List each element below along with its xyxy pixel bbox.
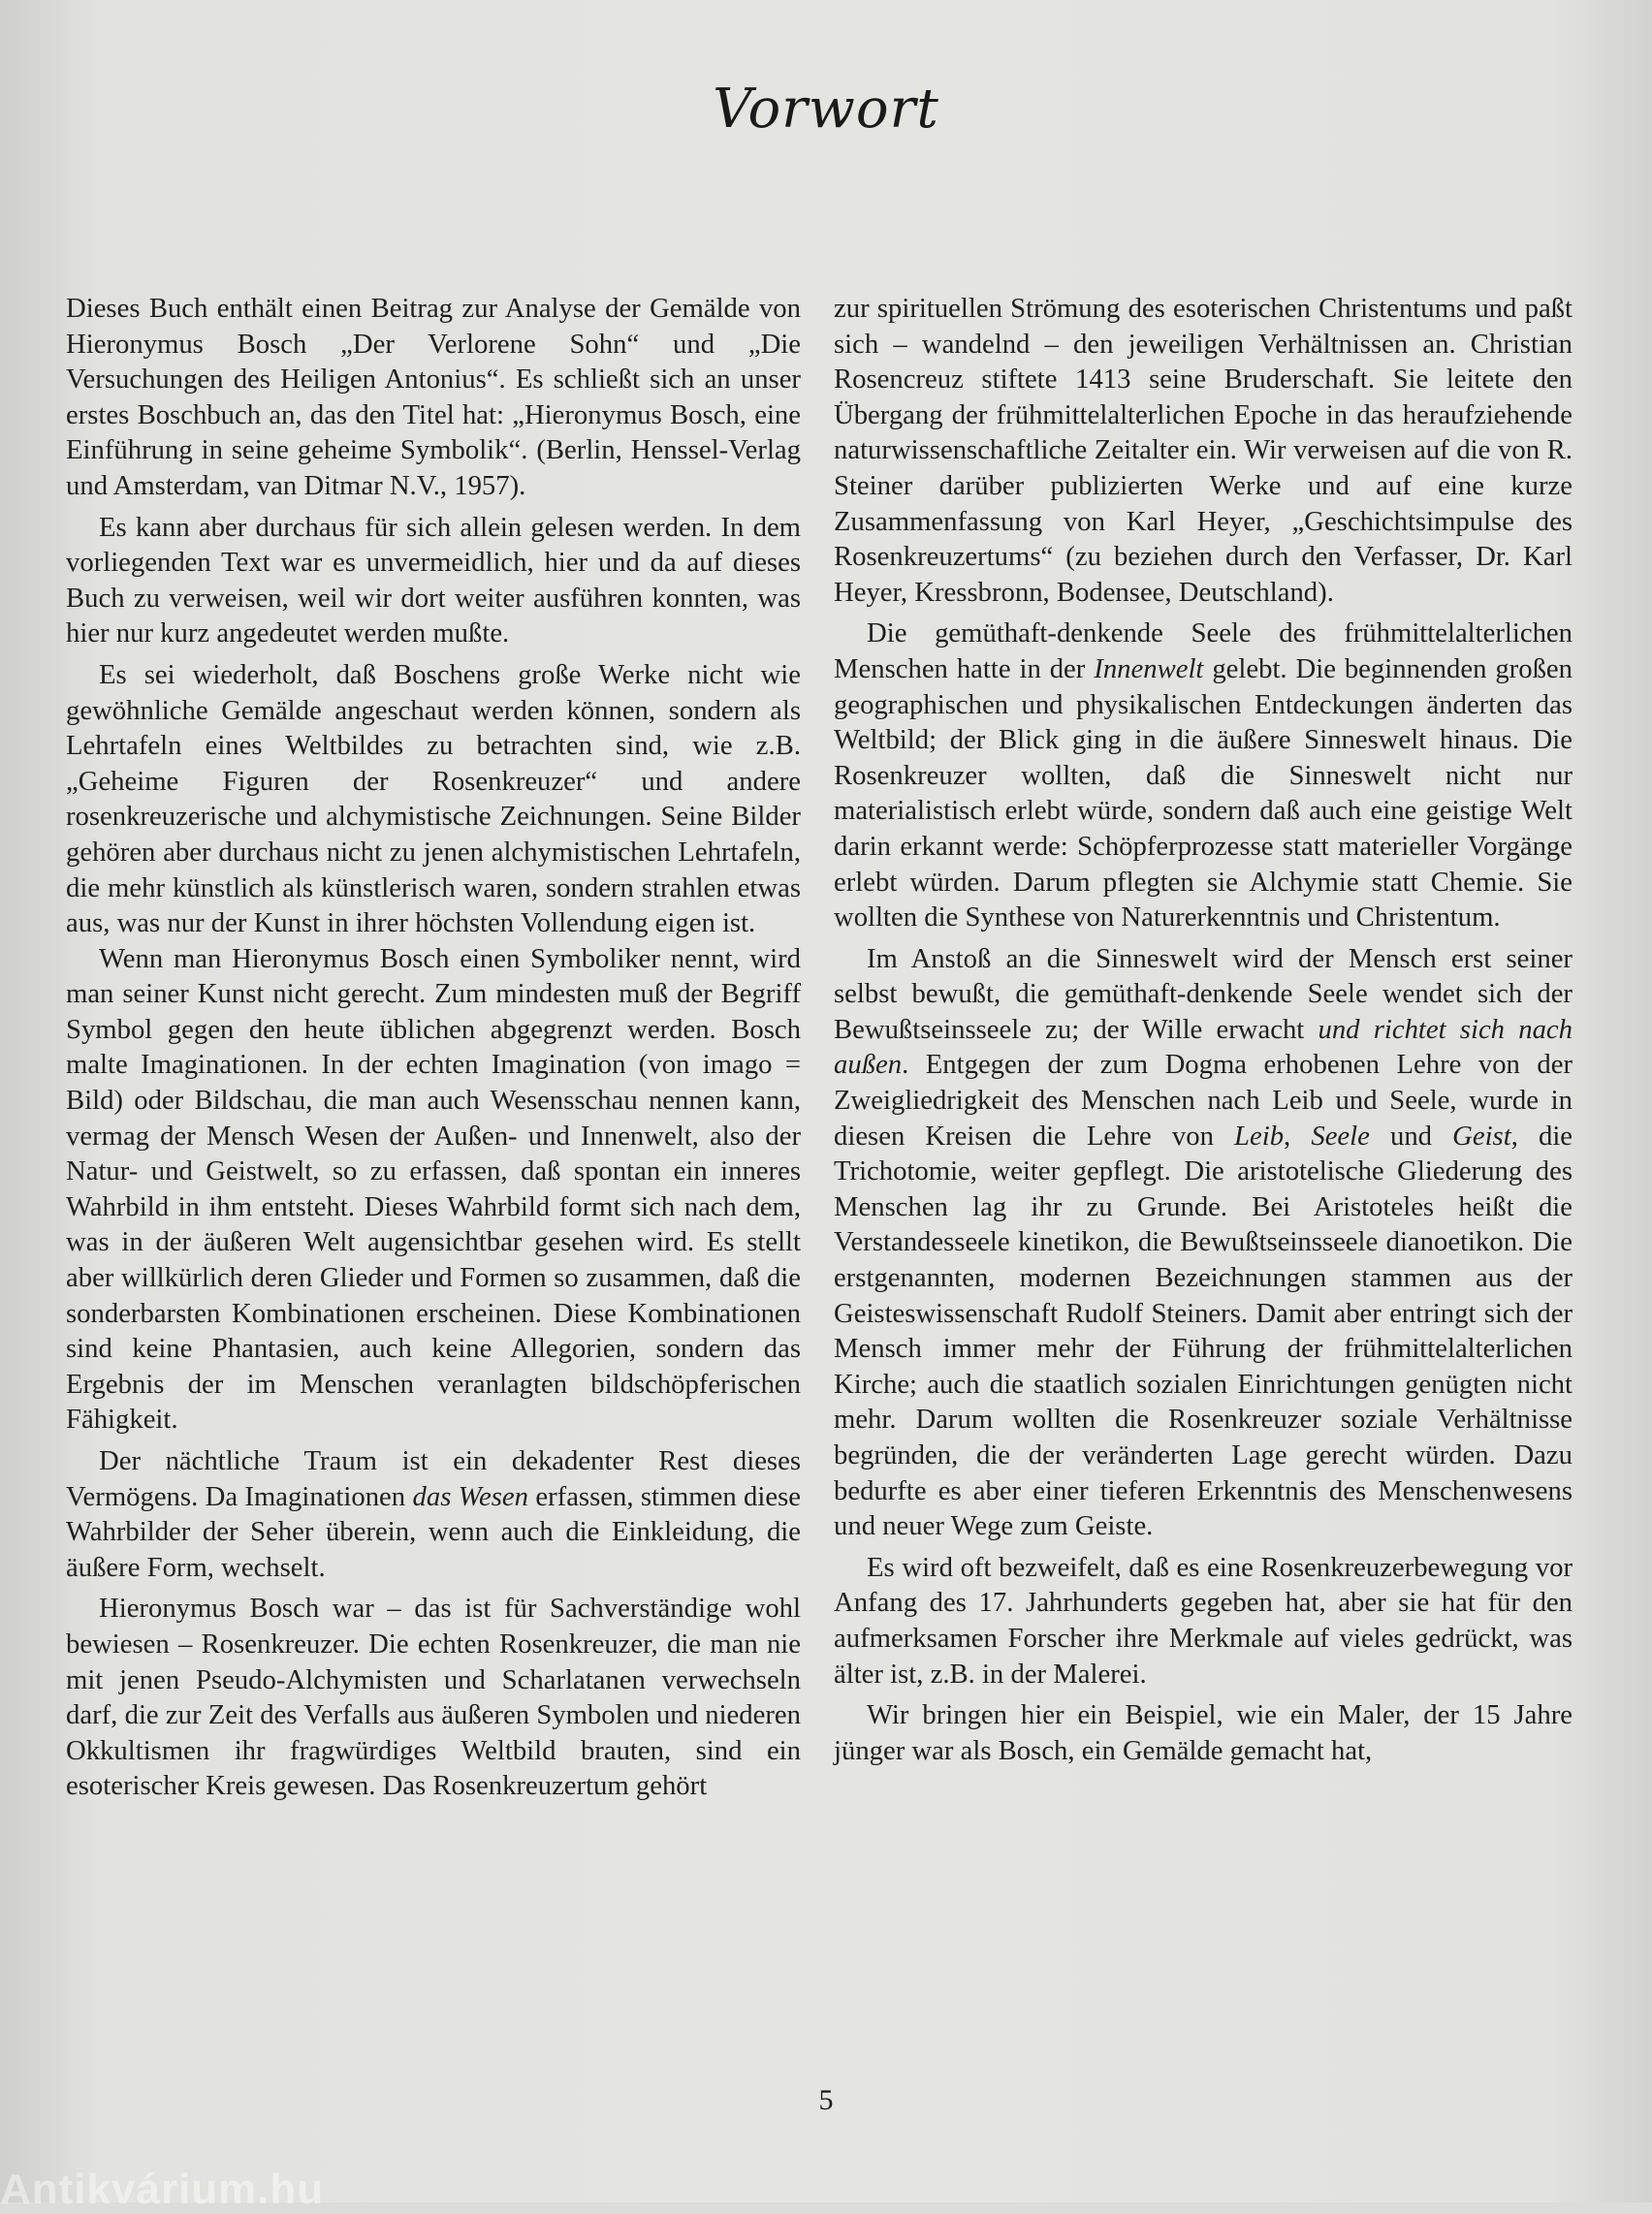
paragraph: Wenn man Hieronymus Bosch einen Symboliker nennt, wird man seiner Kunst nicht gerecht. Zum mindesten muß der Begriff Symbol gegen den heute üblichen abgegrenzt werden. Bosch malte Imaginationen. In der echten Imagination (von imago = Bild) oder Bildschau, die man auch Wesensschau nennen kann, vermag der Mensch Wesen der Außen- und Innenwelt, also der Natur- und Geistwelt, so zu erfassen, daß spontan ein inneres Wahrbild in ihm entsteht. Dieses Wahrbild formt sich nach dem, was in der äußeren Welt augensichtbar gesehen wird. Es stellt aber willkürlich deren Glieder und Formen so zusammen, daß die sonderbarsten Kombinationen erscheinen. Diese Kombinationen sind keine Phantasien, auch keine Allegorien, sondern das Ergebnis der im Menschen veranlagten bildschöpferischen Fähigkeit. [66, 942, 801, 1436]
page-title: Vorwort [713, 78, 939, 141]
paragraph: Der nächtliche Traum ist ein dekadenter Rest dieses Vermögens. Da Imaginationen das Wesen erfassen, stimmen diese Wahrbilder der Seher überein, wenn auch die Einkleidung, die äußere Form, wechselt. [66, 1445, 802, 1583]
paragraph: Es kann aber durchaus für sich allein gelesen werden. In dem vorliegenden Text war es unvermeidlich, hier und da auf dieses Buch zu verweisen, weil wir dort weiter ausführen konnten, was hier nur kurz angedeutet werden mußte. [66, 511, 801, 649]
emphasis: das Wesen [412, 1480, 528, 1512]
paragraph: Die gemüthaft-denkende Seele des frühmittelalterlichen Menschen hatte in der Innenwelt gelebt. Die beginnenden großen geographischen und physikalischen Entdeckungen änderten das Weltbild; der Blick ging in die äußere Sinneswelt hinaus. Die Rosenkreuzer wollten, daß die Sinneswelt nicht nur materialistisch erlebt würde, sondern daß auch eine geistige Welt darin erkannt werde: Schöpferprozesse statt materieller Vorgänge erlebt würden. Darum pflegten sie Alchymie statt Chemie. Sie wollten die Synthese von Naturerkenntnis und Christentum. [834, 617, 1573, 933]
paragraph: Dieses Buch enthält einen Beitrag zur Analyse der Gemälde von Hieronymus Bosch „Der Verlorene Sohn“ und „Die Versuchungen des Heiligen Antonius“. Es schließt sich an unser erstes Boschbuch an, das den Titel hat: „Hieronymus Bosch, eine Einführung in seine geheime Symbolik“. (Berlin, Henssel-Verlag und Amsterdam, van Ditmar N.V., 1957). [66, 293, 801, 501]
paragraph: Es wird oft bezweifelt, daß es eine Rosenkreuzerbewegung vor Anfang des 17. Jahrhunderts gegeben hat, aber sie hat für den aufmerksamen Forscher ihre Merkmale auf vieles gedrückt, was älter ist, z.B. in der Malerei. [834, 1551, 1573, 1690]
right-column [834, 291, 1573, 1768]
watermark-logo: Antikvárium.hu [0, 2166, 325, 2213]
paragraph: Hieronymus Bosch war – das ist für Sachverständige wohl bewiesen – Rosenkreuzer. Die echten Rosenkreuzer, die man nie mit jenen Pseudo-Alchymisten und Scharlatanen verwechseln darf, die zur Zeit des Verfalls aus äußeren Symbolen und niederen Okkultismen ihr fragwürdiges Weltbild brauten, sind ein esoterischer Kreis gewesen. Das Rosenkreuzertum gehört [66, 1593, 801, 1802]
emphasis: Seele [1311, 1120, 1370, 1152]
emphasis: Geist [1452, 1120, 1511, 1152]
page-number: 5 [818, 2084, 834, 2116]
paragraph: Wir bringen hier ein Beispiel, wie ein Maler, der 15 Jahre jünger war als Bosch, ein Gemälde gemacht hat, [834, 1699, 1573, 1766]
paragraph: Im Anstoß an die Sinneswelt wird der Mensch erst seiner selbst bewußt, die gemüthaft-denkende Seele wendet sich der Bewußtseinsseele zu; der Wille erwacht und richtet sich nach außen. Entgegen der zum Dogma erhobenen Lehre von der Zweigliedrigkeit des Menschen nach Leib und Seele, wurde in diesen Kreisen die Lehre von Leib, Seele und Geist, die Trichotomie, weiter gepflegt. Die aristotelische Gliederung des Menschen lag ihr zu Grunde. Bei Aristoteles heißt die Verstandesseele kinetikon, die Bewußtseinsseele dianoetikon. Die erstgenannten, modernen Bezeichnungen stammen aus der Geisteswissenschaft Rudolf Steiners. Damit aber entringt sich der Mensch immer mehr der Führung der frühmittelalterlichen Kirche; auch die staatlich sozialen Einrichtungen genügten nicht mehr. Darum wollten die Rosenkreuzer soziale Verhältnisse begründen, die der veränderten Lage gerecht würden. Dazu bedurfte es aber einer tieferen Erkenntnis des Menschenwesens und neuer Wege zum Geiste. [834, 942, 1573, 1542]
emphasis: Leib [1234, 1120, 1285, 1152]
paragraph: zur spirituellen Strömung des esoterischen Christentums und paßt sich – wandelnd – den jeweiligen Verhältnissen an. Christian Rosencreuz stiftete 1413 seine Bruderschaft. Sie leitete den Übergang der frühmittelalterlichen Epoche in das heraufziehende naturwissenschaftliche Zeitalter ein. Wir verweisen auf die von R. Steiner darüber publizierten Werke und auf eine kurze Zusammenfassung von Karl Heyer, „Geschichtsimpulse des Rosenkreuzertums“ (zu beziehen durch den Verfasser, Dr. Karl Heyer, Kressbronn, Bodensee, Deutschland). [834, 293, 1573, 608]
emphasis: Innenwelt [1094, 652, 1204, 684]
emphasis: und richtet sich nach außen [834, 1013, 1573, 1081]
left-column [66, 291, 801, 1804]
paragraph: Es sei wiederholt, daß Boschens große Werke nicht wie gewöhnliche Gemälde angeschaut werden können, sondern als Lehrtafeln eines Weltbildes zu betrachten sind, wie z.B. „Geheime Figuren der Rosenkreuzer“ und andere rosenkreuzerische und alchymistische Zeichnungen. Seine Bilder gehören aber durchaus nicht zu jenen alchymistischen Lehrtafeln, die mehr künstlich als künstlerisch waren, sondern strahlen etwas aus, was nur der Kunst in ihrer höchsten Vollendung eigen ist. [66, 658, 801, 939]
